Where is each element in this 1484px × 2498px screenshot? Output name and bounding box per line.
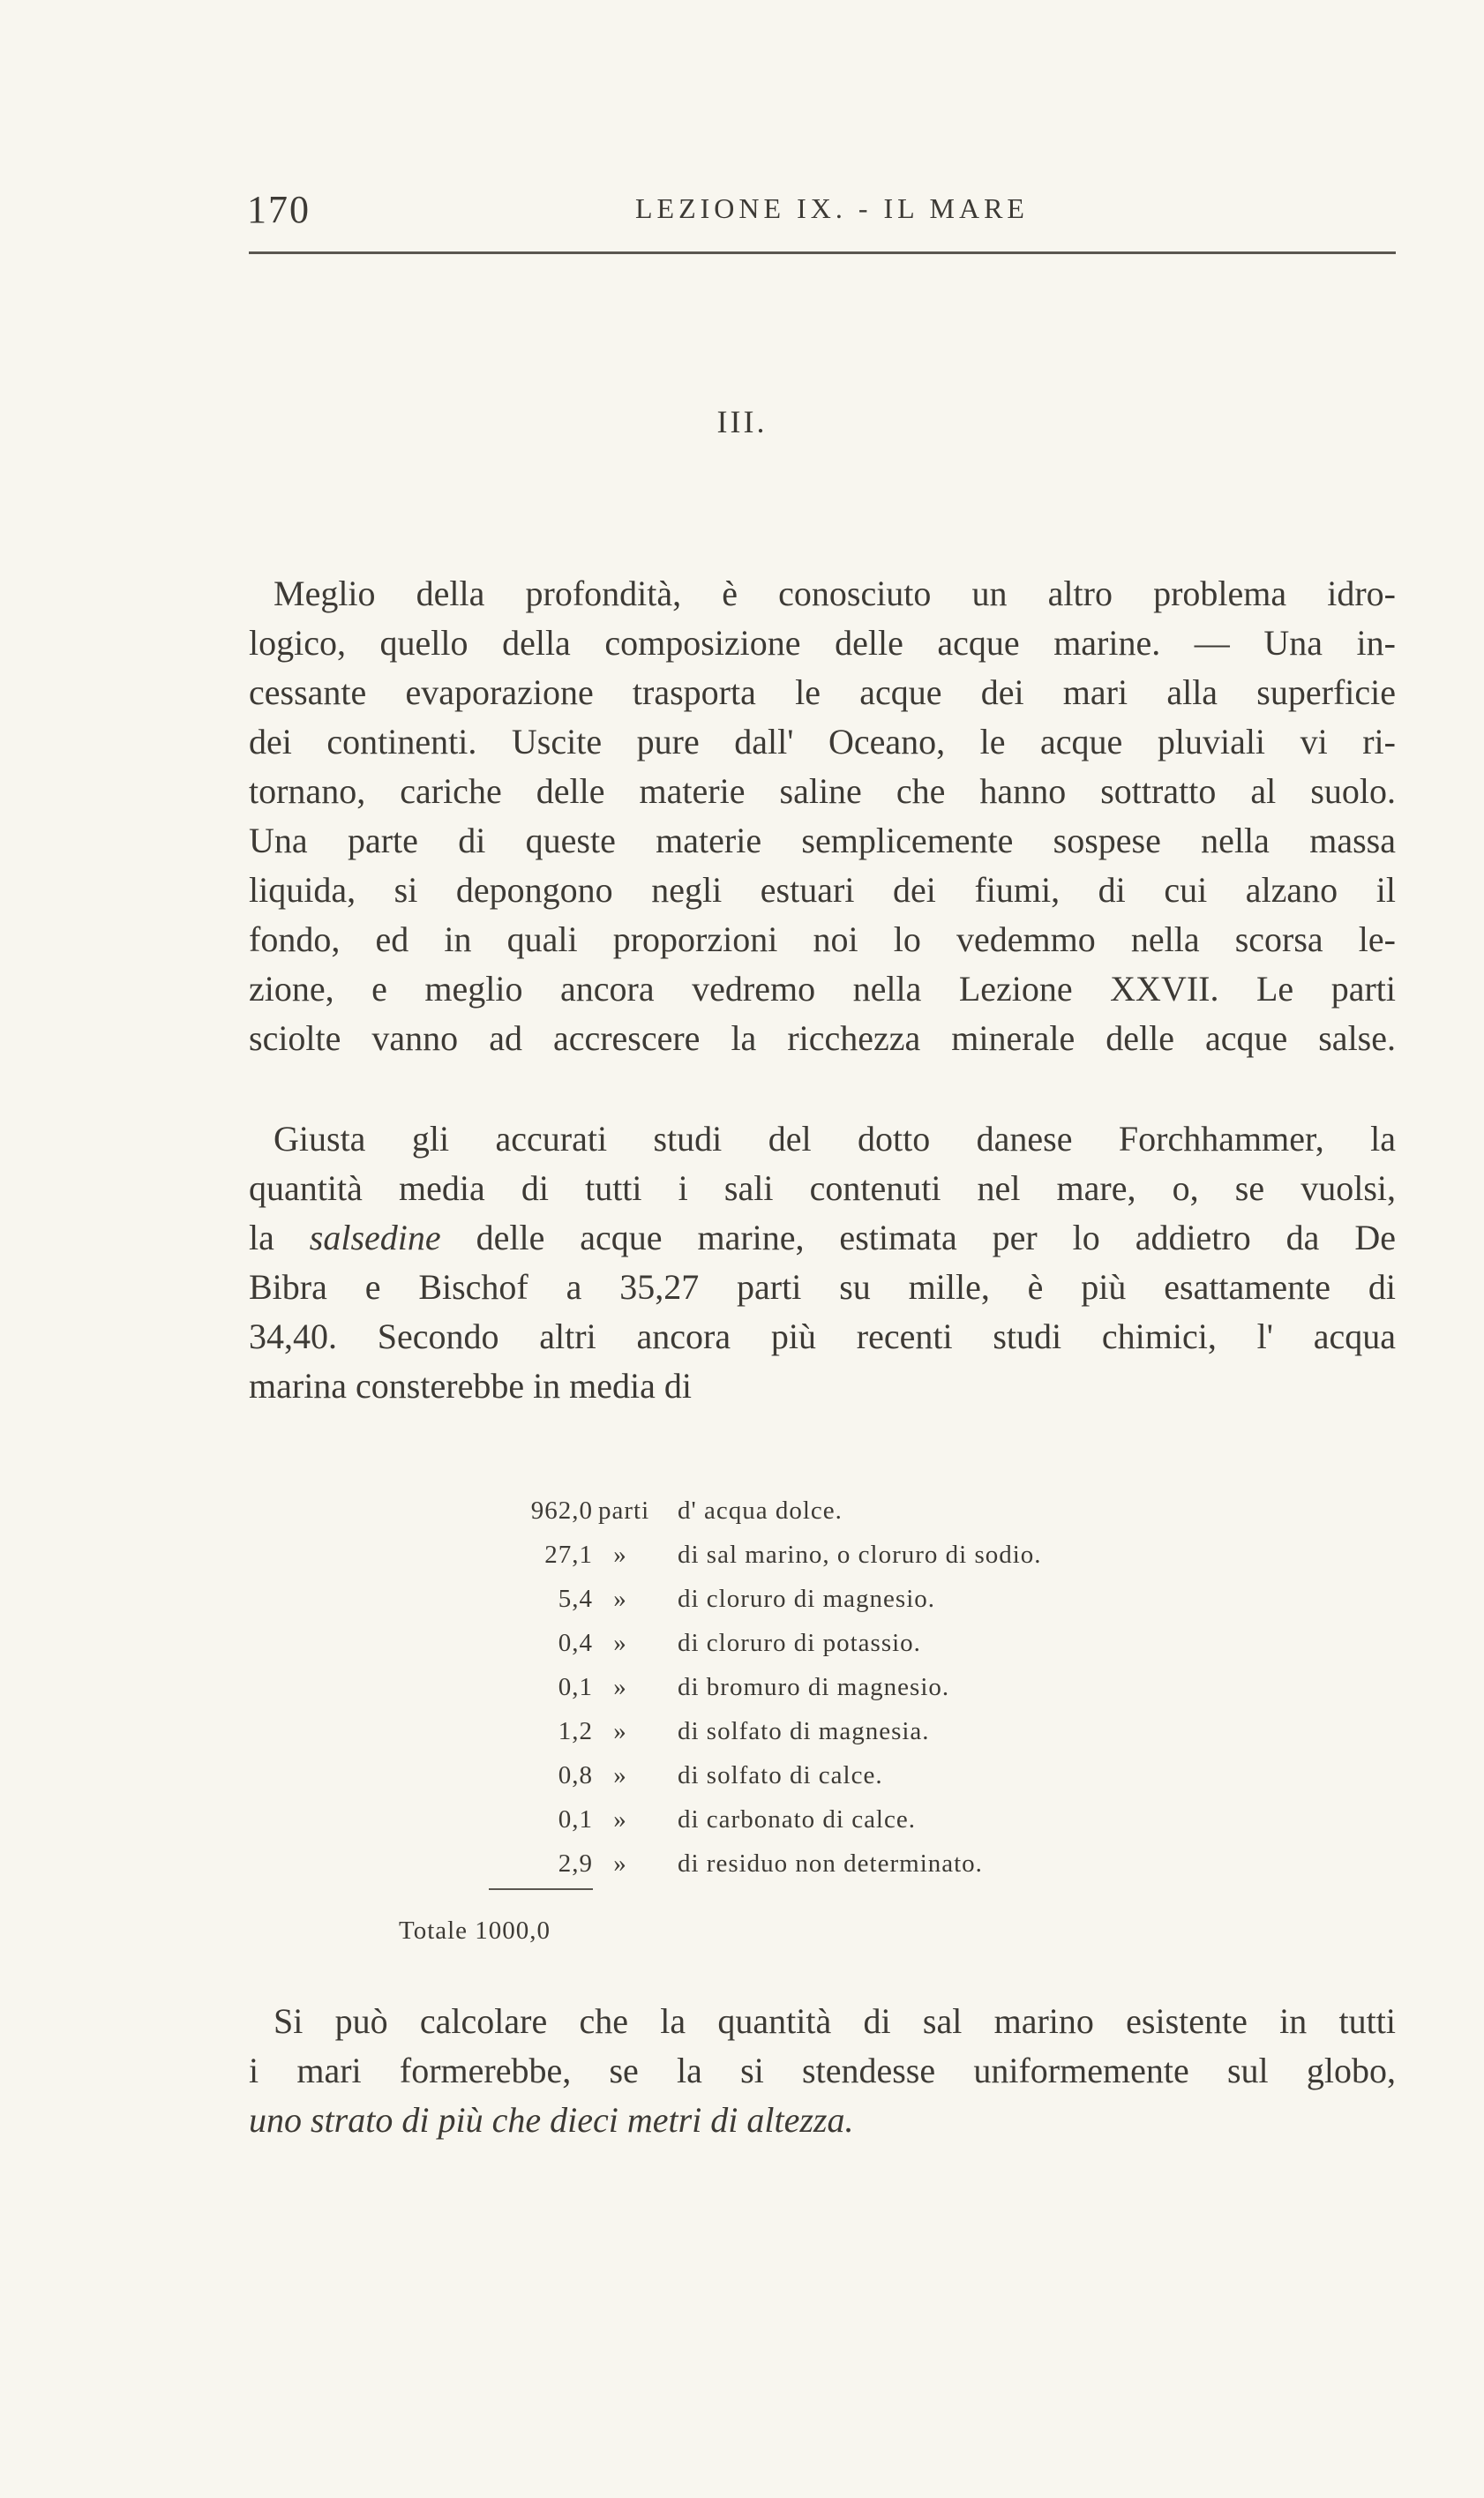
text-line bbox=[249, 2096, 1396, 2145]
text-line: liquida, si depongono negli estuari dei fiumi, di cui alzano il bbox=[249, 870, 1396, 910]
row-value: 5,4 bbox=[558, 1585, 593, 1613]
text-line: fondo, ed in quali proporzioni noi lo vedemmo nella scorsa le- bbox=[249, 919, 1396, 959]
page-number: 170 bbox=[247, 188, 311, 231]
row-description: di cloruro di potassio. bbox=[678, 1629, 921, 1657]
text-line: Si può calcolare che la quantità di sal marino esistente in tutti bbox=[274, 2001, 1396, 2041]
text-line: logico, quello della composizione delle acque marine. — Una in- bbox=[249, 623, 1396, 663]
row-description: di solfato di magnesia. bbox=[678, 1717, 930, 1745]
text-line: dei continenti. Uscite pure dall' Oceano, le acque pluviali vi ri- bbox=[249, 722, 1396, 761]
ditto-mark: » bbox=[613, 1673, 627, 1701]
total-row bbox=[399, 1917, 551, 1946]
text-line: quantità media di tutti i sali contenuti nel mare, o, se vuolsi, bbox=[249, 1168, 1396, 1208]
paragraph-salt-layer bbox=[249, 1997, 1396, 2145]
row-unit: parti bbox=[598, 1497, 650, 1525]
text-line: marina consterebbe in media di bbox=[249, 1366, 693, 1406]
row-value: 0,1 bbox=[558, 1805, 593, 1834]
row-description: di carbonato di calce. bbox=[678, 1805, 916, 1834]
text-line: Meglio della profondità, è conosciuto un altro problema idro- bbox=[274, 574, 1396, 613]
text-line: cessante evaporazione trasporta le acque dei mari alla superficie bbox=[249, 672, 1396, 712]
text-line: 34,40. Secondo altri ancora più recenti studi chimici, l' acqua bbox=[249, 1317, 1396, 1356]
row-value: 2,9 bbox=[558, 1849, 593, 1878]
paragraph-forchhammer bbox=[249, 1114, 1396, 1411]
total-value: 1000,0 bbox=[475, 1917, 551, 1945]
text-line: Una parte di queste materie semplicemente sospese nella massa bbox=[249, 821, 1396, 860]
row-description: di sal marino, o cloruro di sodio. bbox=[678, 1541, 1042, 1569]
row-description: di residuo non determinato. bbox=[678, 1849, 983, 1878]
ditto-mark: » bbox=[613, 1585, 627, 1613]
page-header bbox=[247, 187, 1394, 231]
ditto-mark: » bbox=[613, 1805, 627, 1834]
row-description: di bromuro di magnesio. bbox=[678, 1673, 950, 1701]
italic-term: salsedine bbox=[309, 1218, 441, 1257]
ditto-mark: » bbox=[613, 1717, 627, 1745]
text-line: Bibra e Bischof a 35,27 parti su mille, è più esattamente di bbox=[249, 1267, 1396, 1307]
row-value: 0,4 bbox=[558, 1629, 593, 1657]
row-value: 962,0 bbox=[530, 1497, 593, 1525]
row-description: d' acqua dolce. bbox=[678, 1497, 843, 1525]
ditto-mark: » bbox=[613, 1541, 627, 1569]
text-line: zione, e meglio ancora vedremo nella Lezione XXVII. Le parti bbox=[249, 969, 1396, 1009]
row-value: 27,1 bbox=[544, 1541, 593, 1569]
text-line bbox=[249, 1213, 1396, 1263]
text-fragment: la bbox=[249, 1218, 310, 1257]
text-line: sciolte vanno ad accrescere la ricchezza minerale delle acque salse. bbox=[249, 1018, 1396, 1058]
text-line: tornano, cariche delle materie saline che hanno sottratto al suolo. bbox=[249, 771, 1396, 811]
row-value: 0,1 bbox=[558, 1673, 593, 1701]
header-rule bbox=[249, 251, 1396, 254]
ditto-mark: » bbox=[613, 1849, 627, 1878]
row-description: di cloruro di magnesio. bbox=[678, 1585, 936, 1613]
paragraph-composition-intro bbox=[249, 569, 1396, 1063]
text-line: i mari formerebbe, se la si stendesse uniformemente sul globo, bbox=[249, 2051, 1396, 2090]
ditto-mark: » bbox=[613, 1629, 627, 1657]
text-line: Giusta gli accurati studi del dotto danese Forchhammer, la bbox=[274, 1119, 1396, 1159]
row-value: 1,2 bbox=[558, 1717, 593, 1745]
italic-conclusion: uno strato di più che dieci metri di altezza. bbox=[249, 2100, 854, 2140]
section-number: III. bbox=[716, 404, 768, 439]
text-fragment: delle acque marine, estimata per lo addietro da De bbox=[440, 1218, 1396, 1257]
total-label: Totale bbox=[399, 1917, 468, 1945]
total-rule bbox=[489, 1888, 593, 1890]
ditto-mark: » bbox=[613, 1761, 627, 1789]
running-head: LEZIONE IX. - IL MARE bbox=[635, 192, 1029, 224]
row-description: di solfato di calce. bbox=[678, 1761, 883, 1789]
row-value: 0,8 bbox=[558, 1761, 593, 1789]
